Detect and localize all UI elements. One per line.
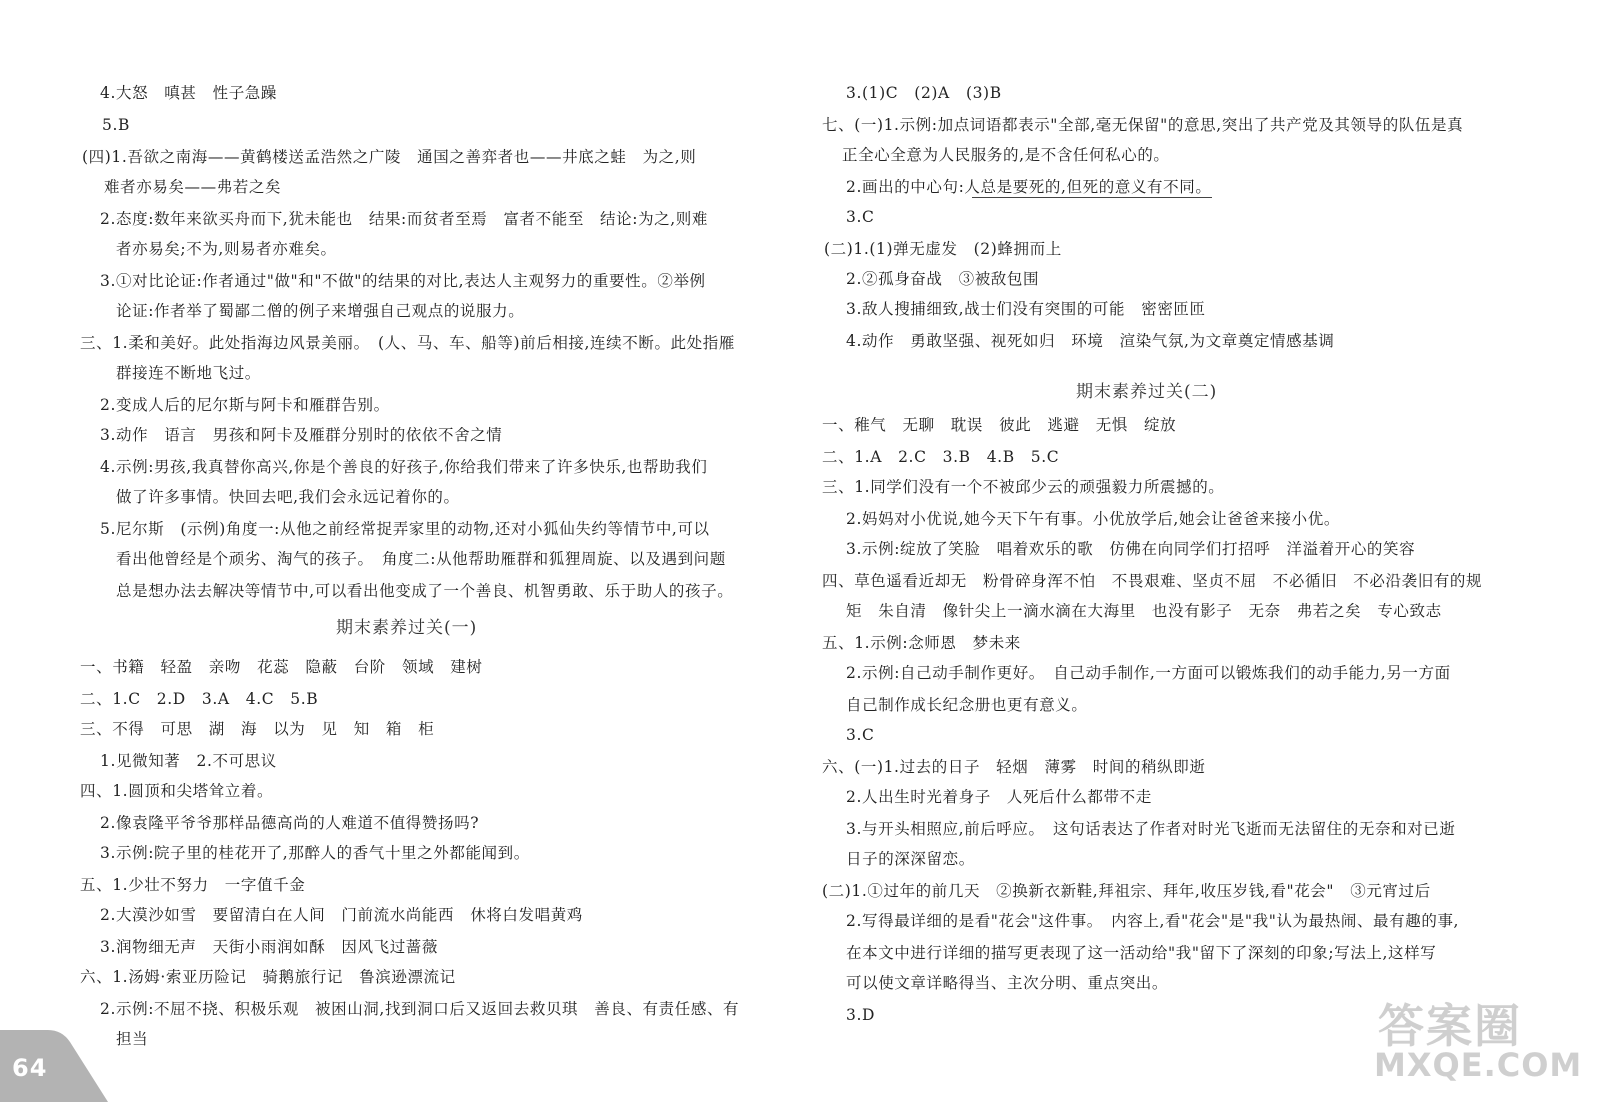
answer-line: (二)1.①过年的前几天 ②换新衣新鞋,拜祖宗、拜年,收压岁钱,看"花会" ③元宵过后	[822, 882, 1431, 900]
answer-line: 2.②孤身奋战 ③被敌包围	[846, 270, 1040, 288]
answer-line: 4.大怒 嗔甚 性子急躁	[100, 84, 277, 102]
section-title: 期末素养过关(二)	[1076, 382, 1218, 402]
answer-line: 正全心全意为人民服务的,是不含任何私心的。	[842, 146, 1170, 164]
watermark-logo	[1370, 990, 1590, 1090]
answer-line: 3.示例:院子里的桂花开了,那醉人的香气十里之外都能闻到。	[100, 844, 530, 862]
answer-line: 3.与开头相照应,前后呼应。 这句话表达了作者对时光飞逝而无法留住的无奈和对已逝	[846, 820, 1456, 838]
answer-line: 三、1.柔和美好。此处指海边风景美丽。 (人、马、车、船等)前后相接,连续不断。此处指雁	[80, 334, 735, 352]
page-corner-tab	[0, 1004, 108, 1102]
answer-line: 看出他曾经是个顽劣、淘气的孩子。 角度二:从他帮助雁群和狐狸周旋、以及遇到问题	[116, 550, 726, 568]
section-title: 期末素养过关(一)	[336, 618, 478, 638]
answer-line: 3.C	[846, 208, 875, 226]
answer-line: 日子的深深留恋。	[846, 850, 975, 868]
answer-line: 五、1.少壮不努力 一字值千金	[80, 876, 306, 894]
answer-line: 七、(一)1.示例:加点词语都表示"全部,毫无保留"的意思,突出了共产党及其领导的队伍是真	[822, 116, 1464, 134]
answer-line: 三、1.同学们没有一个不被邱少云的顽强毅力所震撼的。	[822, 478, 1225, 496]
right-page	[800, 0, 1600, 1102]
answer-line: 2.画出的中心句:人总是要死的,但死的意义有不同。	[846, 178, 1212, 196]
answer-line: 六、(一)1.过去的日子 轻烟 薄雾 时间的稍纵即逝	[822, 758, 1206, 776]
answer-line: 2.态度:数年来欲买舟而下,犹未能也 结果:而贫者至焉 富者不能至 结论:为之,则难	[100, 210, 709, 228]
answer-line: 3.动作 语言 男孩和阿卡及雁群分别时的依依不舍之情	[100, 426, 503, 444]
answer-line: (二)1.(1)弹无虚发 (2)蜂拥而上	[824, 240, 1062, 258]
answer-line: 3.敌人搜捕细致,战士们没有突围的可能 密密匝匝	[846, 300, 1206, 318]
answer-line: 2.示例:自己动手制作更好。 自己动手制作,一方面可以锻炼我们的动手能力,另一方面	[846, 664, 1451, 682]
answer-line: 4.动作 勇敢坚强、视死如归 环境 渲染气氛,为文章奠定情感基调	[846, 332, 1335, 350]
answer-line: 六、1.汤姆·索亚历险记 骑鹅旅行记 鲁滨逊漂流记	[80, 968, 456, 986]
answer-line: 3.①对比论证:作者通过"做"和"不做"的结果的对比,表达人主观努力的重要性。②举例	[100, 272, 706, 290]
answer-line: 1.见微知著 2.不可思议	[100, 752, 277, 770]
answer-line: 二、1.C 2.D 3.A 4.C 5.B	[80, 690, 319, 708]
answer-line: 群接连不断地飞过。	[116, 364, 261, 382]
answer-line: 2.大漠沙如雪 要留清白在人间 门前流水尚能西 休将白发唱黄鸡	[100, 906, 583, 924]
answer-line: 论证:作者举了蜀鄙二僧的例子来增强自己观点的说服力。	[116, 302, 525, 320]
answer-line: 一、稚气 无聊 耽误 彼此 逃避 无惧 绽放	[822, 416, 1177, 434]
answer-line: 5.尼尔斯 (示例)角度一:从他之前经常捉弄家里的动物,还对小狐仙失约等情节中,可以	[100, 520, 710, 538]
answer-line: 矩 朱自清 像针尖上一滴水滴在大海里 也没有影子 无奈 弗若之矣 专心致志	[846, 602, 1442, 620]
answer-line: 2.示例:不屈不挠、积极乐观 被困山洞,找到洞口后又返回去救贝琪 善良、有责任感、有	[100, 1000, 740, 1018]
answer-line: 难者亦易矣——弗若之矣	[104, 178, 282, 196]
answer-line: (四)1.吾欲之南海——黄鹤楼送孟浩然之广陵 通国之善弈者也——井底之蛙 为之,则	[82, 148, 697, 166]
answer-line: 4.示例:男孩,我真替你高兴,你是个善良的好孩子,你给我们带来了许多快乐,也帮助我们	[100, 458, 708, 476]
sentence-underline	[972, 197, 1212, 198]
answer-line: 可以使文章详略得当、主次分明、重点突出。	[846, 974, 1169, 992]
answer-line: 二、1.A 2.C 3.B 4.B 5.C	[822, 448, 1060, 466]
page-number: 64	[12, 1054, 48, 1082]
answer-line: 五、1.示例:念师恩 梦未来	[822, 634, 1021, 652]
answer-line: 在本文中进行详细的描写更表现了这一活动给"我"留下了深刻的印象;写法上,这样写	[846, 944, 1437, 962]
answer-line: 三、不得 可思 湖 海 以为 见 知 箱 柜	[80, 720, 435, 738]
answer-line: 2.变成人后的尼尔斯与阿卡和雁群告别。	[100, 396, 390, 414]
answer-line: 5.B	[102, 116, 130, 134]
answer-line: 四、草色遥看近却无 粉骨碎身浑不怕 不畏艰难、坚贞不屈 不必循旧 不必沿袭旧有的规	[822, 572, 1483, 590]
answer-line: 3.D	[846, 1006, 876, 1024]
answer-line: 3.示例:绽放了笑脸 唱着欢乐的歌 仿佛在向同学们打招呼 洋溢着开心的笑容	[846, 540, 1416, 558]
answer-line: 总是想办法去解决等情节中,可以看出他变成了一个善良、机智勇敢、乐于助人的孩子。	[116, 582, 734, 600]
answer-line: 3.C	[846, 726, 875, 744]
answer-line: 者亦易矣;不为,则易者亦难矣。	[116, 240, 337, 258]
answer-line: 2.人出生时光着身子 人死后什么都带不走	[846, 788, 1152, 806]
answer-line: 做了许多事情。快回去吧,我们会永远记着你的。	[116, 488, 460, 506]
answer-line: 一、书籍 轻盈 亲吻 花蕊 隐蔽 台阶 领域 建树	[80, 658, 483, 676]
watermark-cn-text: 答案圈	[1378, 999, 1522, 1053]
watermark-en-text: MXQE.COM	[1374, 1046, 1583, 1084]
answer-line: 自己制作成长纪念册也更有意义。	[846, 696, 1088, 714]
answer-line: 3.(1)C (2)A (3)B	[846, 84, 1002, 102]
answer-line: 担当	[116, 1030, 149, 1048]
answer-line: 2.写得最详细的是看"花会"这件事。 内容上,看"花会"是"我"认为最热闹、最有趣的事,	[846, 912, 1460, 930]
answer-line: 2.像袁隆平爷爷那样品德高尚的人难道不值得赞扬吗?	[100, 814, 480, 832]
answer-line: 2.妈妈对小优说,她今天下午有事。小优放学后,她会让爸爸来接小优。	[846, 510, 1340, 528]
answer-line: 3.润物细无声 天街小雨润如酥 因风飞过蔷薇	[100, 938, 438, 956]
answer-line: 四、1.圆顶和尖塔耸立着。	[80, 782, 274, 800]
